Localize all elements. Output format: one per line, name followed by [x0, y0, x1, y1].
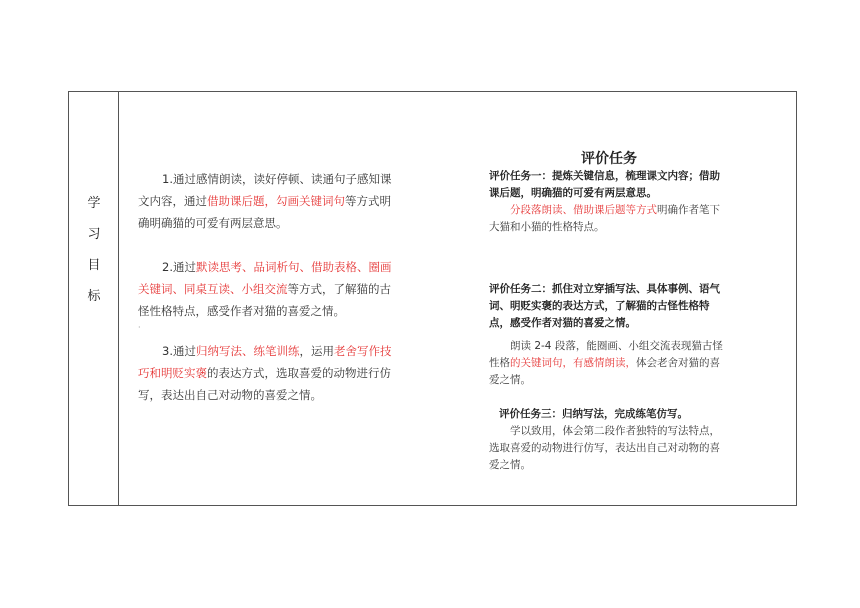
- goal-3-highlight-1: 归纳写法、练笔训练: [195, 344, 300, 358]
- task-1-highlight: 分段落朗读、借助课后题等方式: [510, 204, 657, 216]
- goal-3-text-mid: ，运用: [299, 344, 334, 358]
- label-char-3: 目: [87, 258, 101, 273]
- learning-goals: [138, 168, 396, 428]
- goal-3-highlight-2: 老舍写作技巧和明贬实褒: [138, 344, 392, 380]
- tasks-title: 评价任务: [581, 151, 637, 167]
- row-label: [80, 196, 108, 320]
- goal-1-highlight: 借助课后题，勾画关键词句: [207, 194, 345, 208]
- task-3-body: 学以致用，体会第二段作者独特的写法特点，选取喜爱的动物进行仿写，表达出自己对动物的喜爱之情。: [489, 425, 720, 471]
- task-2-highlight: 的关键词句，有感情朗读，: [510, 357, 636, 369]
- goal-2-text-end: 等方式，了解猫的古怪性格特点，感受作者对猫的喜爱之情。: [138, 282, 391, 318]
- task-2-heading: 评价任务二：抓住对立穿插写法、具体事例、语气词、明贬实褒的表达方式，了解猫的古怪性格特点，感受作者对猫的喜爱之情。: [489, 283, 720, 329]
- goal-1: [138, 168, 396, 234]
- label-char-1: 学: [87, 196, 101, 211]
- task-2-body: [489, 338, 729, 389]
- task-1-body: [489, 202, 729, 236]
- label-char-4: 标: [87, 289, 101, 304]
- goal-2-highlight: 默读思考、品词析句、借助表格、圈画关键词、同桌互读、小组交流: [138, 260, 392, 296]
- evaluation-tasks: [489, 150, 729, 474]
- task-2-text-end: 体会老舍对猫的喜爱之情。: [489, 357, 720, 386]
- task-2-text: 朗读 2-4 段落，能圈画、小组交流表现猫古怪性格: [489, 340, 723, 369]
- goal-2-text: 2.通过: [162, 260, 196, 274]
- goal-3-text: 3.通过: [162, 344, 196, 358]
- goal-2: [138, 256, 396, 322]
- task-1-text: 明确作者笔下大猫和小猫的性格特点。: [489, 204, 720, 233]
- goal-1-text: 1.通过感情朗读，读好停顿、读通句子感知课文内容，通过: [138, 172, 392, 208]
- task-3-heading: 评价任务三：归纳写法，完成练笔仿写。: [499, 408, 688, 420]
- goal-1-text-end: 等方式明确明确猫的可爱有两层意思。: [138, 194, 391, 230]
- column-divider: [118, 91, 119, 506]
- goal-3-text-end: 的表达方式，选取喜爱的动物进行仿写，表达出自己对动物的喜爱之情。: [138, 366, 391, 402]
- bullet-dot: ·: [138, 323, 141, 332]
- task-1-heading: 评价任务一：提炼关键信息，梳理课文内容；借助课后题，明确猫的可爱有两层意思。: [489, 170, 720, 199]
- goal-3: [138, 340, 396, 406]
- label-char-2: 习: [87, 227, 101, 242]
